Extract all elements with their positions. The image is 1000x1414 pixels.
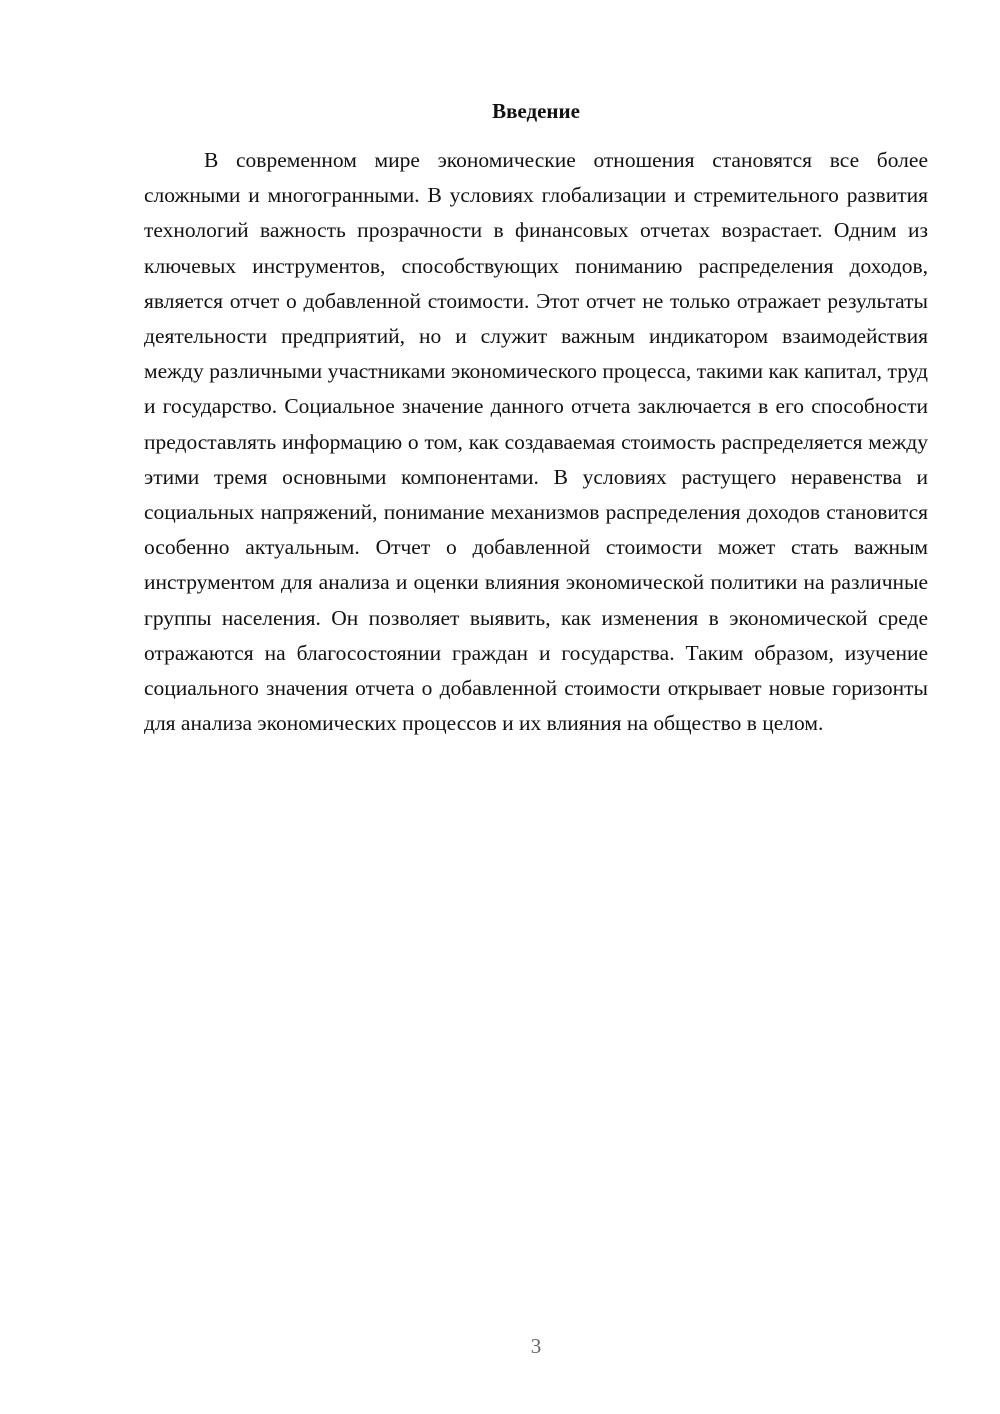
page-number: 3: [530, 1334, 542, 1358]
section-title: Введение: [492, 99, 580, 123]
intro-paragraph: В современном мире экономические отношения становятся все более сложными и многогранными. В условиях глобализации и стремительного развития технологий важность прозрачности в финансовых отчетах возрастает. Одним из ключевых инструментов, способствующих пониманию распределения доходов, является отчет о добавленной стоимости. Этот отчет не только отражает результаты деятельности предприятий, но и служит важным индикатором взаимодействия между различными участниками экономического процесса, такими как капитал, труд и государство. Социальное значение данного отчета заключается в его способности предоставлять информацию о том, как создаваемая стоимость распределяется между этими тремя основными компонентами. В условиях растущего неравенства и социальных напряжений, понимание механизмов распределения доходов становится особенно актуальным. Отчет о добавленной стоимости может стать важным инструментом для анализа и оценки влияния экономической политики на различные группы населения. Он позволяет выявить, как изменения в экономической среде отражаются на благосостоянии граждан и государства. Таким образом, изучение социального значения отчета о добавленной стоимости открывает новые горизонты для анализа экономических процессов и их влияния на общество в целом.: [144, 148, 928, 736]
